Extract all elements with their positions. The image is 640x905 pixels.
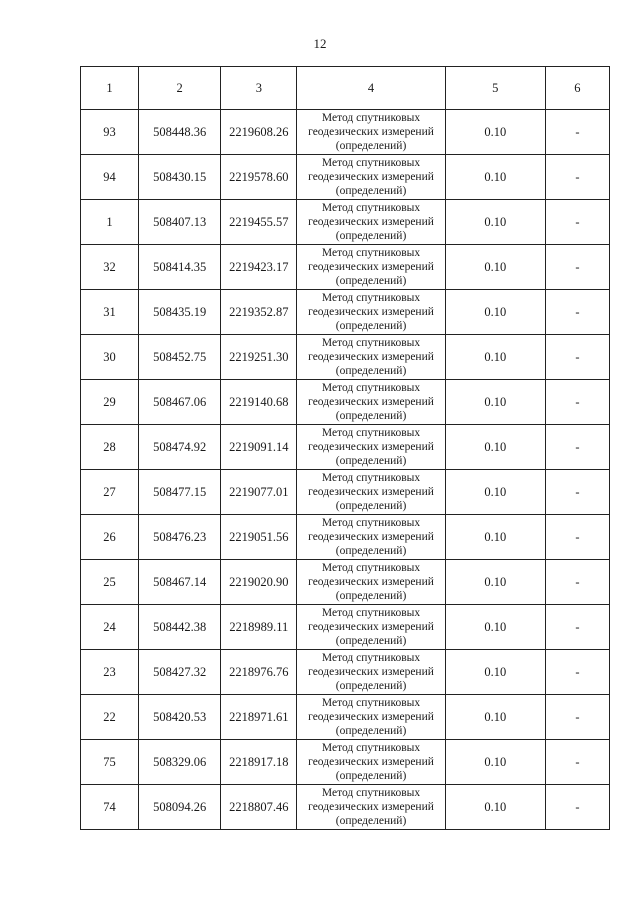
point-number-cell: 25	[81, 560, 139, 605]
note-cell: -	[545, 335, 609, 380]
header-row	[81, 67, 610, 110]
table-header	[81, 67, 610, 110]
method-line: (определений)	[335, 725, 407, 737]
method-line: (определений)	[335, 365, 407, 377]
note-cell: -	[545, 380, 609, 425]
method-line: Метод спутниковых	[321, 607, 421, 619]
note-cell: -	[545, 650, 609, 695]
accuracy-cell: 0.10	[445, 650, 545, 695]
method-cell	[297, 200, 445, 245]
method-line: Метод спутниковых	[321, 517, 421, 529]
method-line: Метод спутниковых	[321, 337, 421, 349]
method-line: Метод спутниковых	[321, 652, 421, 664]
note-cell: -	[545, 200, 609, 245]
point-number-cell: 22	[81, 695, 139, 740]
note-cell: -	[545, 290, 609, 335]
method-line: геодезических измерений	[308, 621, 434, 633]
y-coordinate-cell: 2219455.57	[221, 200, 297, 245]
method-line: (определений)	[335, 680, 407, 692]
method-line: Метод спутниковых	[321, 562, 421, 574]
method-cell	[297, 740, 445, 785]
method-line: (определений)	[335, 635, 407, 647]
note-cell: -	[545, 695, 609, 740]
table-row	[81, 605, 610, 650]
method-line: геодезических измерений	[308, 126, 434, 138]
note-cell: -	[545, 740, 609, 785]
coordinates-table	[80, 66, 610, 830]
table-row	[81, 695, 610, 740]
accuracy-cell: 0.10	[445, 110, 545, 155]
method-line: (определений)	[335, 590, 407, 602]
x-coordinate-cell: 508477.15	[139, 470, 221, 515]
y-coordinate-cell: 2219140.68	[221, 380, 297, 425]
method-cell	[297, 155, 445, 200]
method-line: (определений)	[335, 410, 407, 422]
accuracy-cell: 0.10	[445, 245, 545, 290]
header-col-4: 4	[297, 67, 445, 110]
y-coordinate-cell: 2219352.87	[221, 290, 297, 335]
table-row	[81, 335, 610, 380]
method-line: геодезических измерений	[308, 486, 434, 498]
x-coordinate-cell: 508467.06	[139, 380, 221, 425]
method-line: (определений)	[335, 185, 407, 197]
x-coordinate-cell: 508435.19	[139, 290, 221, 335]
y-coordinate-cell: 2219251.30	[221, 335, 297, 380]
method-line: (определений)	[335, 275, 407, 287]
x-coordinate-cell: 508474.92	[139, 425, 221, 470]
point-number-cell: 27	[81, 470, 139, 515]
table-row	[81, 380, 610, 425]
y-coordinate-cell: 2218989.11	[221, 605, 297, 650]
header-col-6: 6	[545, 67, 609, 110]
note-cell: -	[545, 560, 609, 605]
x-coordinate-cell: 508476.23	[139, 515, 221, 560]
method-line: (определений)	[335, 140, 407, 152]
table-row	[81, 290, 610, 335]
y-coordinate-cell: 2218917.18	[221, 740, 297, 785]
accuracy-cell: 0.10	[445, 425, 545, 470]
accuracy-cell: 0.10	[445, 740, 545, 785]
accuracy-cell: 0.10	[445, 290, 545, 335]
method-line: Метод спутниковых	[321, 787, 421, 799]
method-line: геодезических измерений	[308, 756, 434, 768]
y-coordinate-cell: 2219051.56	[221, 515, 297, 560]
point-number-cell: 24	[81, 605, 139, 650]
y-coordinate-cell: 2218971.61	[221, 695, 297, 740]
method-line: (определений)	[335, 545, 407, 557]
table-row	[81, 425, 610, 470]
method-line: геодезических измерений	[308, 531, 434, 543]
x-coordinate-cell: 508420.53	[139, 695, 221, 740]
accuracy-cell: 0.10	[445, 470, 545, 515]
method-line: Метод спутниковых	[321, 382, 421, 394]
table-row	[81, 650, 610, 695]
method-line: геодезических измерений	[308, 351, 434, 363]
method-line: (определений)	[335, 455, 407, 467]
method-cell	[297, 560, 445, 605]
table-row	[81, 200, 610, 245]
accuracy-cell: 0.10	[445, 695, 545, 740]
x-coordinate-cell: 508452.75	[139, 335, 221, 380]
method-line: геодезических измерений	[308, 711, 434, 723]
point-number-cell: 30	[81, 335, 139, 380]
x-coordinate-cell: 508467.14	[139, 560, 221, 605]
note-cell: -	[545, 515, 609, 560]
y-coordinate-cell: 2219077.01	[221, 470, 297, 515]
method-line: геодезических измерений	[308, 441, 434, 453]
method-line: Метод спутниковых	[321, 202, 421, 214]
method-cell	[297, 650, 445, 695]
method-cell	[297, 380, 445, 425]
x-coordinate-cell: 508448.36	[139, 110, 221, 155]
table-row	[81, 515, 610, 560]
y-coordinate-cell: 2219423.17	[221, 245, 297, 290]
x-coordinate-cell: 508329.06	[139, 740, 221, 785]
x-coordinate-cell: 508442.38	[139, 605, 221, 650]
y-coordinate-cell: 2219608.26	[221, 110, 297, 155]
method-cell	[297, 335, 445, 380]
page-number: 12	[313, 36, 327, 51]
method-line: геодезических измерений	[308, 261, 434, 273]
table-row	[81, 110, 610, 155]
y-coordinate-cell: 2219091.14	[221, 425, 297, 470]
x-coordinate-cell: 508430.15	[139, 155, 221, 200]
point-number-cell: 26	[81, 515, 139, 560]
method-line: геодезических измерений	[308, 801, 434, 813]
accuracy-cell: 0.10	[445, 560, 545, 605]
point-number-cell: 32	[81, 245, 139, 290]
method-line: Метод спутниковых	[321, 112, 421, 124]
accuracy-cell: 0.10	[445, 605, 545, 650]
note-cell: -	[545, 110, 609, 155]
y-coordinate-cell: 2218807.46	[221, 785, 297, 830]
accuracy-cell: 0.10	[445, 335, 545, 380]
method-cell	[297, 515, 445, 560]
point-number-cell: 93	[81, 110, 139, 155]
point-number-cell: 31	[81, 290, 139, 335]
table-row	[81, 785, 610, 830]
method-line: (определений)	[335, 815, 407, 827]
table-row	[81, 740, 610, 785]
table-row	[81, 245, 610, 290]
x-coordinate-cell: 508094.26	[139, 785, 221, 830]
table-body	[81, 110, 610, 830]
method-line: геодезических измерений	[308, 216, 434, 228]
point-number-cell: 23	[81, 650, 139, 695]
y-coordinate-cell: 2218976.76	[221, 650, 297, 695]
table-row	[81, 560, 610, 605]
note-cell: -	[545, 245, 609, 290]
note-cell: -	[545, 425, 609, 470]
accuracy-cell: 0.10	[445, 515, 545, 560]
point-number-cell: 29	[81, 380, 139, 425]
table-row	[81, 470, 610, 515]
method-line: (определений)	[335, 230, 407, 242]
accuracy-cell: 0.10	[445, 155, 545, 200]
x-coordinate-cell: 508407.13	[139, 200, 221, 245]
note-cell: -	[545, 470, 609, 515]
note-cell: -	[545, 605, 609, 650]
x-coordinate-cell: 508414.35	[139, 245, 221, 290]
note-cell: -	[545, 155, 609, 200]
method-cell	[297, 695, 445, 740]
method-line: геодезических измерений	[308, 396, 434, 408]
method-line: Метод спутниковых	[321, 742, 421, 754]
method-cell	[297, 290, 445, 335]
accuracy-cell: 0.10	[445, 380, 545, 425]
point-number-cell: 28	[81, 425, 139, 470]
method-cell	[297, 110, 445, 155]
method-line: Метод спутниковых	[321, 427, 421, 439]
method-line: геодезических измерений	[308, 576, 434, 588]
method-cell	[297, 785, 445, 830]
accuracy-cell: 0.10	[445, 785, 545, 830]
point-number-cell: 94	[81, 155, 139, 200]
method-cell	[297, 245, 445, 290]
method-line: (определений)	[335, 500, 407, 512]
method-line: Метод спутниковых	[321, 292, 421, 304]
point-number-cell: 75	[81, 740, 139, 785]
method-line: геодезических измерений	[308, 666, 434, 678]
point-number-cell: 1	[81, 200, 139, 245]
accuracy-cell: 0.10	[445, 200, 545, 245]
y-coordinate-cell: 2219578.60	[221, 155, 297, 200]
header-col-2: 2	[139, 67, 221, 110]
method-cell	[297, 605, 445, 650]
method-line: Метод спутниковых	[321, 247, 421, 259]
method-line: геодезических измерений	[308, 171, 434, 183]
method-line: Метод спутниковых	[321, 697, 421, 709]
x-coordinate-cell: 508427.32	[139, 650, 221, 695]
point-number-cell: 74	[81, 785, 139, 830]
method-line: Метод спутниковых	[321, 472, 421, 484]
note-cell: -	[545, 785, 609, 830]
method-cell	[297, 425, 445, 470]
method-line: (определений)	[335, 770, 407, 782]
method-cell	[297, 470, 445, 515]
header-col-5: 5	[445, 67, 545, 110]
table-row	[81, 155, 610, 200]
method-line: (определений)	[335, 320, 407, 332]
y-coordinate-cell: 2219020.90	[221, 560, 297, 605]
header-col-3: 3	[221, 67, 297, 110]
method-line: Метод спутниковых	[321, 157, 421, 169]
method-line: геодезических измерений	[308, 306, 434, 318]
header-col-1: 1	[81, 67, 139, 110]
